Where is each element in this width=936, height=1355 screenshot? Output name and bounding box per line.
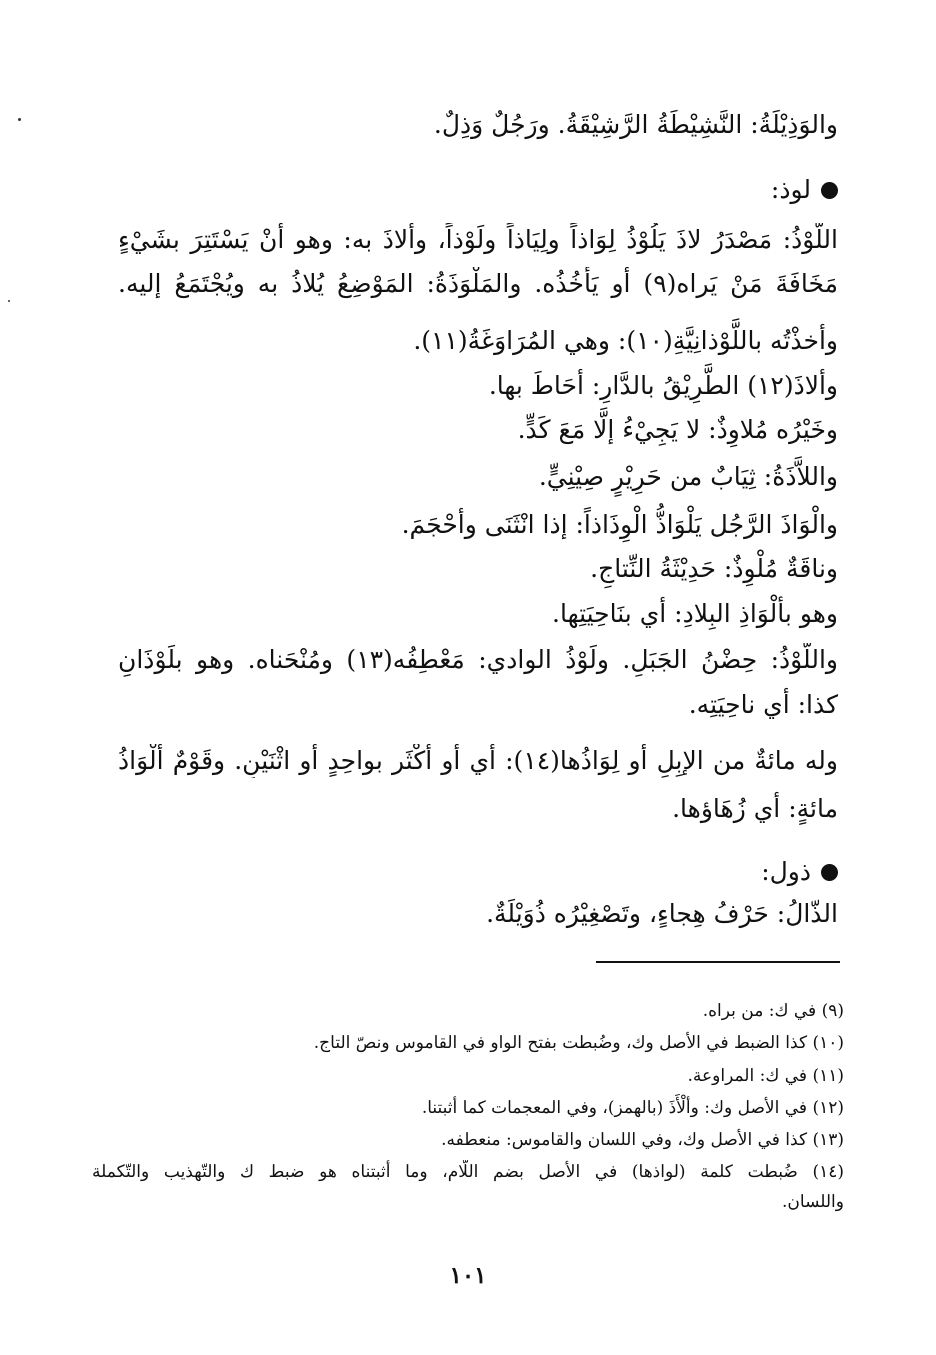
- text-line: مائةٍ: أي زُهَاؤها.: [672, 794, 838, 823]
- text-line: وخَيْرُه مُلاوِذٌ: لا يَجِيْءُ إلَّا مَعَ كَدٍّ.: [517, 415, 838, 444]
- text-line: اللَّوْذُ: مَصْدَرُ لاذَ يَلُوْذُ لِوَاذاً ولِيَاذاً ولَوْذاً، وألاذَ به: وهو أنْ يَسْتَتِرَ بشَيْءٍ: [118, 225, 838, 254]
- page-number: ١٠١: [449, 1262, 487, 1289]
- heading-label: لوذ:: [770, 175, 811, 204]
- text-line: والوَذِيْلَةُ: النَّشِيْطَةُ الرَّشِيْقَةُ. ورَجُلٌ وَذِلٌ.: [433, 110, 838, 139]
- entry-heading-dhwl: [761, 855, 838, 889]
- footnote-13: (١٣) كذا في الأصل وك، وفي اللسان والقاموس: منعطفه.: [441, 1130, 844, 1150]
- text-line: واللاَّذَةُ: ثِيَابٌ من حَرِيْرٍ صِيْنِيٍّ.: [538, 462, 838, 491]
- text-line: وهو بألْوَاذِ البِلادِ: أي بنَاحِيَتِها.: [552, 599, 838, 628]
- text-line: كذا: أي ناحِيَتِه.: [688, 690, 838, 719]
- text-line: وأخذْتُه باللَّوْذانِيَّةِ(١٠): وهي المُرَاوَغَةُ(١١).: [413, 326, 838, 355]
- heading-label: ذول:: [761, 857, 811, 886]
- footnote-9: (٩) في ك: من براه.: [702, 1001, 844, 1021]
- text-line: مَخَافَةَ مَنْ يَراه(٩) أو يَأْخُذُه. والمَلْوَذَةُ: المَوْضِعُ يُلاذُ به ويُجْتَمَعُ إليه.: [118, 269, 838, 298]
- entry-heading-lwdh: [771, 173, 838, 207]
- bullet-icon: [821, 182, 838, 199]
- bullet-icon: [821, 864, 838, 881]
- text-line: وألاذَ(١٢) الطَّرِيْقُ بالدَّارِ: أحَاطَ بها.: [488, 371, 838, 400]
- text-line: وله مائةٌ من الإبِلِ أو لِوَاذُها(١٤): أي أو أكْثَر بواحِدٍ أو اثْنَيْنِ. وقَوْمٌ ألْوَاذُ: [118, 746, 838, 775]
- text-line: والْوَاذَ الرَّجُل يَلْوَاذُّ الْوِذَاذاً: إذا انْثَنَى وأحْجَمَ.: [401, 510, 838, 539]
- footnote-10: (١٠) كذا الضبط في الأصل وك، وضُبطت بفتح الواو في القاموس ونصّ التاج.: [313, 1033, 844, 1053]
- footnote-divider: [596, 961, 840, 963]
- text-line: الذّالُ: حَرْفُ هِجاءٍ، وتَصْغِيْرُه ذُوَيْلَةٌ.: [486, 899, 838, 928]
- scan-speck: [18, 118, 21, 121]
- footnote-14: (١٤) ضُبطت كلمة (لواذها) في الأصل بضم اللّام، وما أثبتناه هو ضبط ك والتّهذيب والتّكملة: [92, 1162, 844, 1182]
- footnote-12: (١٢) في الأصل وك: وألْأَذَ (بالهمز)، وفي المعجمات كما أثبتنا.: [421, 1098, 844, 1118]
- footnote-14-continued: واللسان.: [782, 1192, 844, 1212]
- text-line: واللَّوْذُ: حِضْنُ الجَبَلِ. ولَوْذُ الوادي: مَعْطِفُه(١٣) ومُنْحَناه. وهو بلَوْذَانِ: [118, 645, 838, 674]
- text-line: وناقَةٌ مُلْوِذٌ: حَدِيْثَةُ النِّتاجِ.: [590, 554, 838, 583]
- footnote-11: (١١) في ك: المراوعة.: [687, 1066, 844, 1086]
- scan-speck: [8, 300, 10, 302]
